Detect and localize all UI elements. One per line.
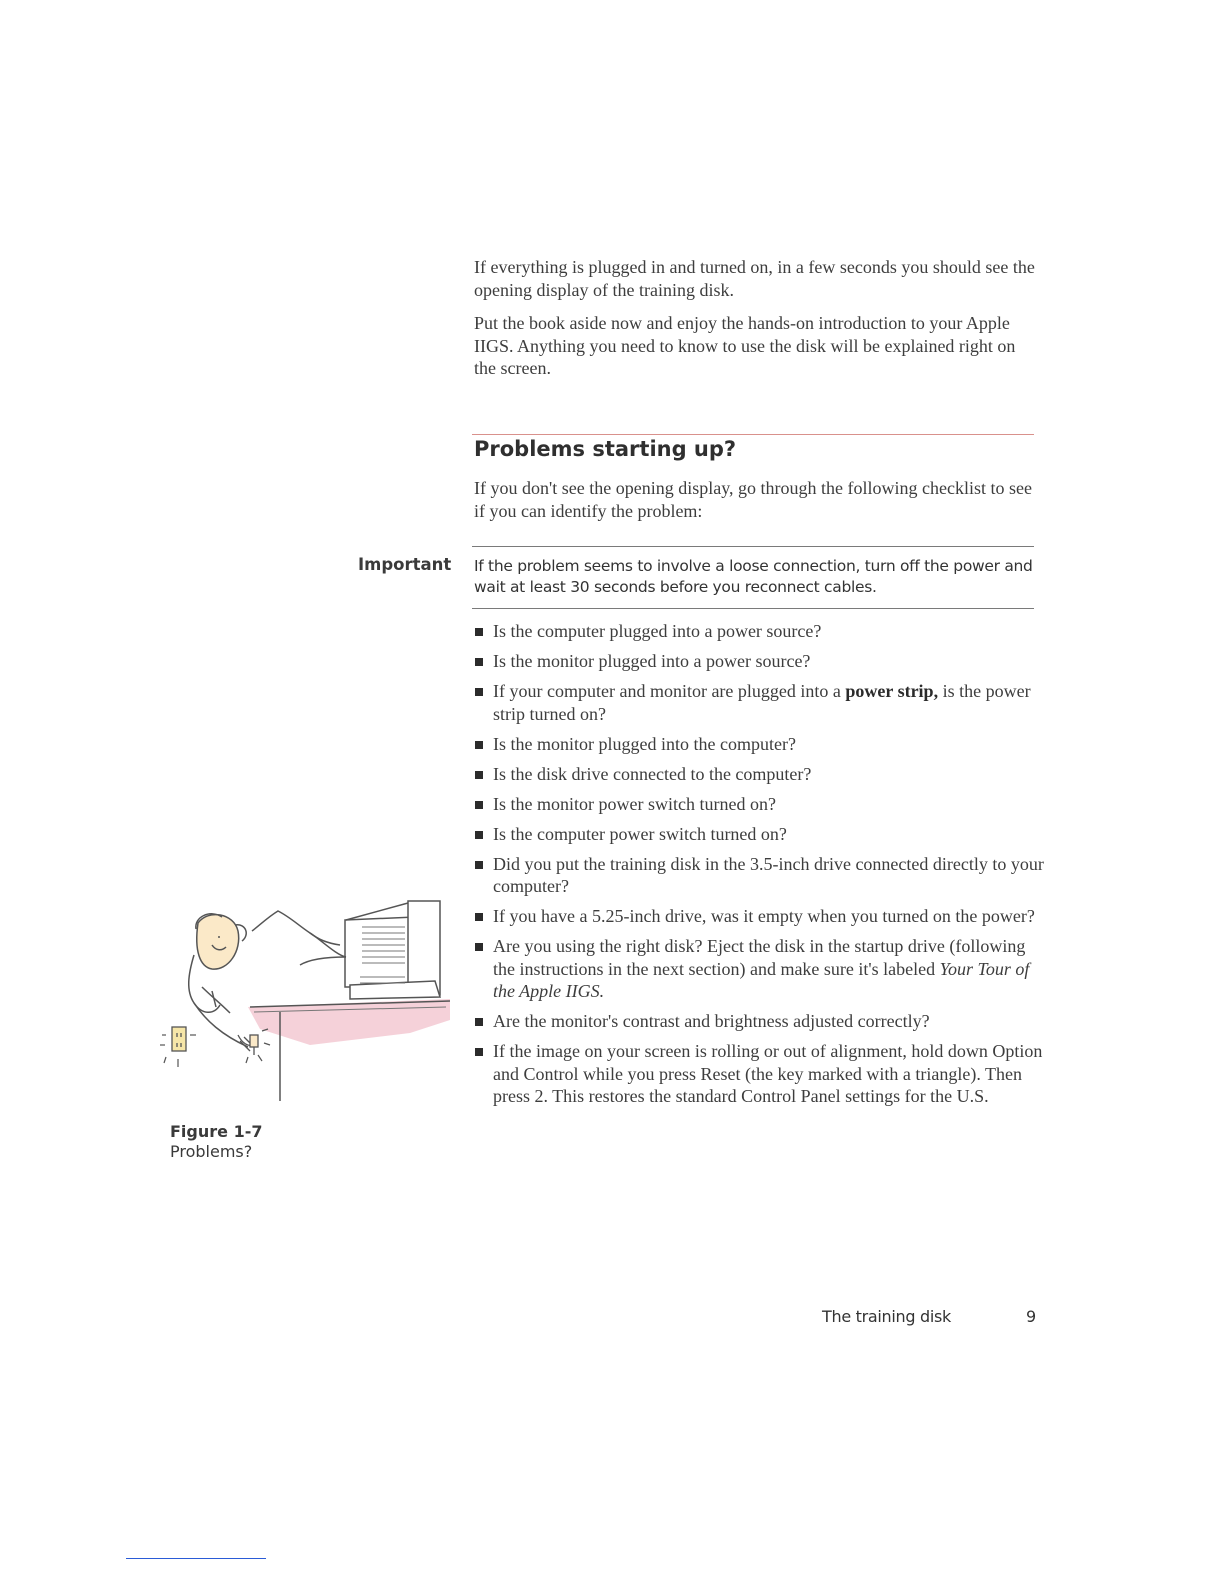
- bullet-square-icon: [475, 1018, 483, 1026]
- bullet-square-icon: [475, 943, 483, 951]
- intro-paragraph-2: Put the book aside now and enjoy the hands-on introduction to your Apple IIGS. Anything you need to know to use the disk will be explained right on the screen.: [474, 313, 1016, 378]
- important-rule-top: [472, 546, 1034, 547]
- checklist-item: Is the disk drive connected to the computer?: [474, 763, 1046, 786]
- checklist-item: Is the monitor plugged into a power source?: [474, 650, 1046, 673]
- checklist-item: If your computer and monitor are plugged into a power strip, is the power strip turned on?: [474, 680, 1046, 725]
- bullet-square-icon: [475, 913, 483, 921]
- checklist-item: Are you using the right disk? Eject the disk in the startup drive (following the instructions in the next section) and make sure it's labeled Your Tour of the Apple IIGS.: [474, 935, 1046, 1003]
- checklist-item: Is the computer plugged into a power source?: [474, 620, 1046, 643]
- intro-paragraph-1: If everything is plugged in and turned on, in a few seconds you should see the opening display of the training disk.: [474, 257, 1035, 300]
- bullet-square-icon: [475, 688, 483, 696]
- hand-plug-icon: [238, 1035, 258, 1055]
- section-heading: Problems starting up?: [474, 437, 737, 461]
- bullet-square-icon: [475, 831, 483, 839]
- disk-title: Your Tour of the Apple IIGS.: [493, 958, 1030, 1001]
- figure-number: Figure 1-7: [170, 1122, 263, 1141]
- checklist-item: If you have a 5.25-inch drive, was it empty when you turned on the power?: [474, 905, 1046, 928]
- checklist-item: Is the monitor plugged into the computer?: [474, 733, 1046, 756]
- glossary-term: power strip,: [845, 681, 939, 701]
- checklist-item: Is the computer power switch turned on?: [474, 823, 1046, 846]
- important-note: If the problem seems to involve a loose connection, turn off the power and wait at least 30 seconds before you reconnect cables.: [474, 557, 1033, 596]
- bullet-square-icon: [475, 861, 483, 869]
- checklist: [474, 620, 1046, 1115]
- bullet-square-icon: [475, 658, 483, 666]
- bullet-square-icon: [475, 801, 483, 809]
- page-number: 9: [1026, 1307, 1037, 1326]
- bullet-square-icon: [475, 1048, 483, 1056]
- problems-illustration: [150, 895, 455, 1110]
- bullet-square-icon: [475, 628, 483, 636]
- bullet-square-icon: [475, 741, 483, 749]
- bottom-edge-line: [126, 1558, 266, 1559]
- figure-caption: Problems?: [170, 1142, 253, 1161]
- checklist-item: Are the monitor's contrast and brightness adjusted correctly?: [474, 1010, 1046, 1033]
- bullet-square-icon: [475, 771, 483, 779]
- running-footer-title: The training disk: [822, 1307, 952, 1326]
- checklist-item: Did you put the training disk in the 3.5-inch drive connected directly to your computer?: [474, 853, 1046, 898]
- important-label: Important: [358, 555, 452, 574]
- section-lead-paragraph: If you don't see the opening display, go through the following checklist to see if you can identify the problem:: [474, 478, 1032, 521]
- section-divider: [472, 434, 1034, 435]
- monitor-icon: [345, 901, 440, 999]
- wall-outlet-icon: [172, 1027, 186, 1051]
- checklist-item: If the image on your screen is rolling or out of alignment, hold down Option and Control while you press Reset (the key marked with a triangle). Then press 2. This restores the standard Control Panel settings for the U.S.: [474, 1040, 1046, 1108]
- important-rule-bottom: [472, 608, 1034, 609]
- checklist-item: Is the monitor power switch turned on?: [474, 793, 1046, 816]
